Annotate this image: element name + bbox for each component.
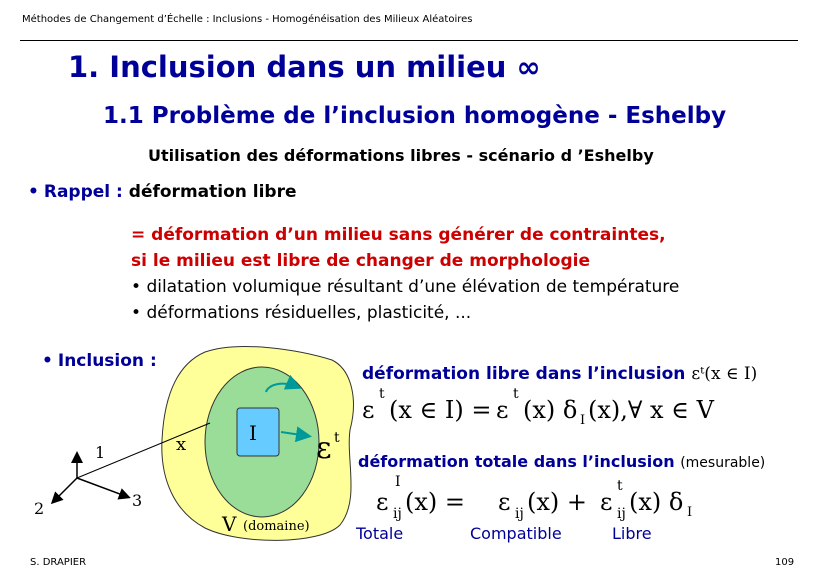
page-number: 109 — [775, 557, 795, 568]
eq1-rhs-eps: ε — [496, 396, 509, 424]
eq1-rhs-sup: t — [513, 386, 519, 402]
author-footer: S. DRAPIER — [30, 557, 87, 568]
subtitle: Utilisation des déformations libres - scénario d ’Eshelby — [148, 146, 654, 165]
eq2-a-arg: (x) = — [405, 488, 465, 516]
eq1-rhs-tail: (x),∀ x ∈ V — [588, 396, 714, 424]
free-strain-caption: déformation libre dans l’inclusion εᵗ(x ∈ I) — [362, 364, 758, 384]
definition-line-1: = déformation d’un milieu sans générer de contraintes, — [131, 225, 666, 245]
axis-1-label: 1 — [95, 443, 106, 462]
total-strain-caption: déformation totale dans l’inclusion (mesurable) — [358, 452, 766, 471]
bullet-icon: • — [28, 182, 39, 202]
eq2-b-arg: (x) + — [527, 488, 587, 516]
eq1-lhs-eps: ε — [362, 396, 375, 424]
slide-title: 1. Inclusion dans un milieu ∞ — [68, 50, 541, 84]
eq2-b-eps: ε — [498, 488, 511, 516]
eps-t-sup: t — [334, 430, 340, 446]
bullet-icon: • — [131, 303, 142, 323]
list-item: • dilatation volumique résultant d’une élévation de température — [131, 277, 680, 297]
slide-header: Méthodes de Changement d’Échelle : Inclusions - Homogénéisation des Milieux Aléatoires — [22, 14, 473, 25]
eq1-rhs-arg: (x) δ — [523, 396, 578, 424]
definition-line-2: si le milieu est libre de changer de morphologie — [131, 251, 590, 271]
eq2-c-eps: ε — [600, 488, 613, 516]
inclusion-label: • Inclusion : — [42, 351, 157, 371]
eq2-a-sup: I — [395, 474, 401, 490]
eps-t-symbol: ε — [316, 431, 332, 466]
rappel-text: déformation libre — [128, 182, 297, 202]
label-compatible: Compatible — [470, 524, 562, 543]
axis-3-arrow — [77, 478, 128, 497]
label-totale: Totale — [356, 524, 404, 543]
eq2-c-sub2: I — [687, 505, 693, 520]
eq2-c-sub: ij — [617, 506, 626, 522]
domain-caption: (domaine) — [243, 519, 310, 534]
eq1-lhs-arg: (x ∈ I) = — [389, 396, 492, 424]
bullet-icon: • — [131, 277, 142, 297]
axis-2-label: 2 — [34, 499, 45, 518]
bullet-icon: • — [42, 351, 53, 371]
inclusion-I-label: I — [249, 421, 257, 445]
measurable-note: (mesurable) — [680, 455, 766, 471]
eq2-a-sub: ij — [393, 506, 402, 522]
eq2-c-sup: t — [617, 478, 623, 494]
list-item: • déformations résiduelles, plasticité, ... — [131, 303, 472, 323]
axis-2-arrow — [53, 478, 77, 502]
section-title: 1.1 Problème de l’inclusion homogène - Eshelby — [103, 103, 727, 129]
eq2-a-eps: ε — [376, 488, 389, 516]
free-strain-math: εᵗ(x ∈ I) — [691, 364, 758, 384]
eq2-c-arg: (x) δ — [629, 488, 684, 516]
point-x-label: x — [176, 434, 187, 455]
eq2-b-sub: ij — [515, 506, 524, 522]
domain-V-label: V — [222, 512, 237, 536]
rappel-label: Rappel : — [43, 182, 123, 202]
eq1-lhs-sup: t — [379, 386, 385, 402]
eq1-rhs-sub: I — [580, 413, 586, 428]
label-libre: Libre — [612, 524, 652, 543]
axis-3-label: 3 — [132, 491, 143, 510]
inclusion-inner-shape — [237, 408, 279, 456]
